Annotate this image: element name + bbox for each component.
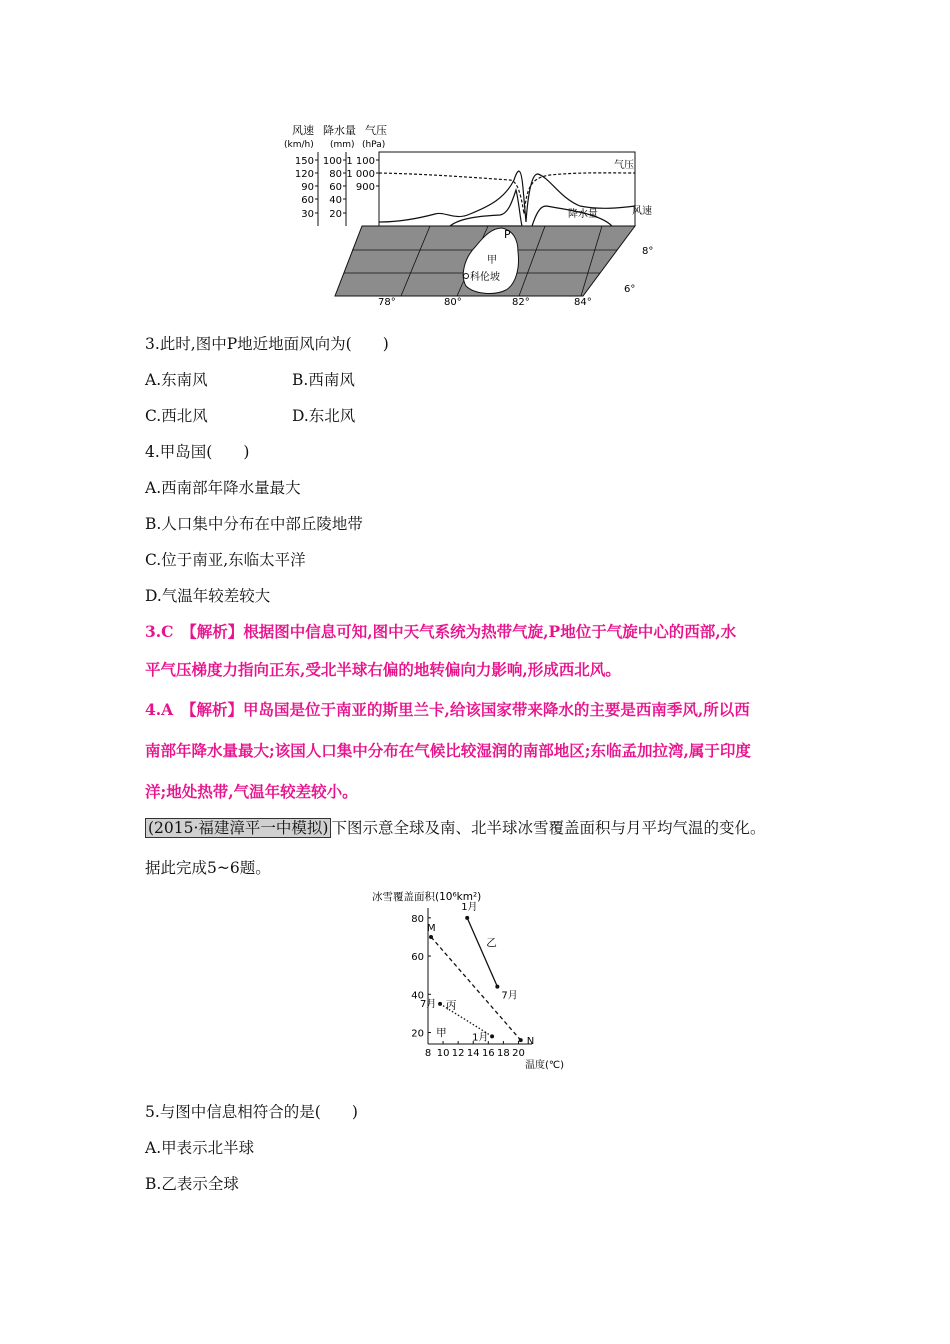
point-label: 7月 bbox=[420, 998, 437, 1010]
series-name-label: 丙 bbox=[445, 999, 457, 1012]
point-p-label: P bbox=[504, 228, 511, 241]
city-label: 科伦坡 bbox=[470, 272, 500, 283]
q4-stem: 4.甲岛国( ) bbox=[145, 443, 250, 461]
q3-option-a: A.东南风 bbox=[145, 371, 208, 389]
y-tick-label: 40 bbox=[411, 990, 424, 1002]
rain-tick: 40 bbox=[329, 195, 342, 206]
point-label: 1月 bbox=[472, 1032, 489, 1044]
wind-tick: 30 bbox=[301, 209, 314, 220]
chart-xlabel: 温度(℃) bbox=[524, 1060, 564, 1071]
lon-label: 80° bbox=[444, 297, 462, 308]
lon-label: 78° bbox=[378, 297, 396, 308]
island-label: 甲 bbox=[487, 255, 497, 266]
rain-axis-title: 降水量 bbox=[323, 124, 356, 137]
data-point bbox=[495, 985, 499, 989]
rainfall-curve-label: 降水量 bbox=[568, 209, 598, 220]
q4-option-d: D.气温年较差较大 bbox=[145, 587, 271, 605]
q5-stem: 5.与图中信息相符合的是( ) bbox=[145, 1103, 358, 1121]
answer-4-line: 4.A 【解析】甲岛国是位于南亚的斯里兰卡,给该国家带来降水的主要是西南季风,所以西 bbox=[145, 700, 750, 719]
data-point bbox=[519, 1038, 523, 1042]
lat-label: 6° bbox=[624, 284, 636, 295]
q5-option-b: B.乙表示全球 bbox=[145, 1175, 239, 1193]
y-tick-label: 80 bbox=[411, 913, 424, 925]
q4-option-a: A.西南部年降水量最大 bbox=[145, 479, 301, 497]
lon-label: 84° bbox=[574, 297, 592, 308]
x-tick-label: 18 bbox=[497, 1048, 510, 1059]
q3-option-c: C.西北风 bbox=[145, 407, 208, 425]
wind-tick: 120 bbox=[294, 169, 314, 180]
series-line bbox=[431, 937, 521, 1040]
wind-axis-title: 风速 bbox=[292, 124, 314, 137]
wind-axis-unit: (km/h) bbox=[284, 140, 314, 150]
rain-tick: 20 bbox=[329, 209, 342, 220]
ice-cover-chart bbox=[368, 886, 568, 1072]
q4-option-c: C.位于南亚,东临太平洋 bbox=[145, 551, 306, 569]
point-label: N bbox=[526, 1036, 535, 1048]
q3-option-b: B.西南风 bbox=[292, 371, 355, 389]
series-name-label: 甲 bbox=[436, 1027, 447, 1040]
data-point bbox=[490, 1034, 494, 1038]
rainfall-curve bbox=[450, 190, 612, 226]
x-tick-label: 10 bbox=[436, 1048, 450, 1059]
x-tick-label: 14 bbox=[466, 1048, 480, 1059]
pressure-axis-unit: (hPa) bbox=[362, 140, 386, 150]
answer-3-line: 3.C 【解析】根据图中信息可知,图中天气系统为热带气旋,P地位于气旋中心的西部,水 bbox=[145, 622, 737, 641]
q4-option-b: B.人口集中分布在中部丘陵地带 bbox=[145, 515, 363, 533]
data-point bbox=[465, 916, 469, 920]
intro-line-2: 据此完成5~6题。 bbox=[145, 859, 271, 877]
answer-3-line: 平气压梯度力指向正东,受北半球右偏的地转偏向力影响,形成西北风。 bbox=[145, 660, 621, 679]
point-label: M bbox=[427, 922, 436, 934]
pressure-tick: 1 000 bbox=[346, 169, 375, 180]
answer-4-line: 洋;地处热带,气温年较差较小。 bbox=[145, 782, 358, 801]
x-tick-label: 12 bbox=[451, 1048, 465, 1059]
chart-ylabel: 冰雪覆盖面积(10⁶km²) bbox=[372, 891, 482, 903]
x-tick-label: 20 bbox=[512, 1048, 525, 1059]
cyclone-diagram bbox=[280, 118, 680, 308]
y-tick-label: 20 bbox=[411, 1028, 424, 1040]
pressure-axis-title: 气压 bbox=[365, 124, 387, 137]
rain-tick: 60 bbox=[329, 182, 342, 193]
pressure-tick: 900 bbox=[355, 182, 375, 193]
rain-tick: 100 bbox=[322, 156, 342, 167]
lon-label: 82° bbox=[512, 297, 530, 308]
intro-text: 下图示意全球及南、北半球冰雪覆盖面积与月平均气温的变化。 bbox=[331, 819, 766, 837]
q5-option-a: A.甲表示北半球 bbox=[145, 1139, 255, 1157]
rain-axis-unit: (mm) bbox=[330, 140, 355, 150]
point-label: 1月 bbox=[461, 901, 478, 913]
wind-tick: 150 bbox=[294, 156, 314, 167]
answer-4-line: 南部年降水量最大;该国人口集中分布在气候比较湿润的南部地区;东临孟加拉湾,属于印度 bbox=[145, 741, 751, 760]
q3-option-d: D.东北风 bbox=[292, 407, 356, 425]
source-tag: (2015·福建漳平一中模拟) bbox=[145, 818, 331, 838]
rain-tick: 80 bbox=[329, 169, 342, 180]
lat-label: 8° bbox=[642, 246, 654, 257]
x-tick-label: 8 bbox=[424, 1048, 432, 1059]
wind-tick: 60 bbox=[301, 195, 314, 206]
pressure-tick: 1 100 bbox=[346, 156, 375, 167]
data-point bbox=[438, 1002, 442, 1006]
data-point bbox=[429, 935, 433, 939]
point-label: 7月 bbox=[501, 990, 518, 1002]
y-tick-label: 60 bbox=[411, 952, 424, 964]
q3-stem: 3.此时,图中P地近地面风向为( ) bbox=[145, 335, 389, 353]
pressure-curve-label: 气压 bbox=[614, 160, 634, 171]
x-tick-label: 16 bbox=[481, 1048, 495, 1059]
intro-line bbox=[145, 818, 765, 838]
series-line bbox=[467, 918, 497, 987]
wind-tick: 90 bbox=[301, 182, 314, 193]
wind-curve-label: 风速 bbox=[632, 206, 652, 217]
series-name-label: 乙 bbox=[486, 937, 497, 950]
